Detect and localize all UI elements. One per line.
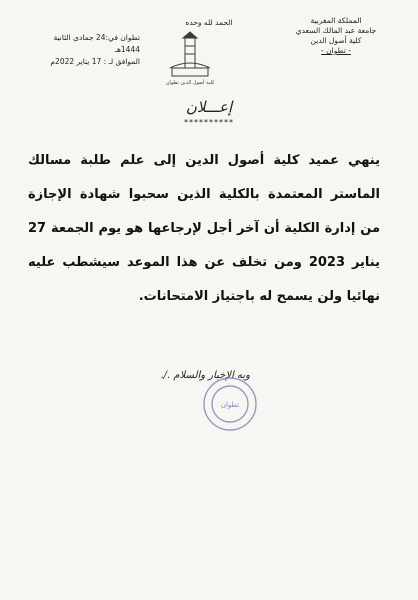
svg-text:كلية أصول الدين تطوان: كلية أصول الدين تطوان (165, 80, 215, 86)
hijri-date: تطوان في:24 جمادى الثانية 1444هـ (53, 33, 140, 54)
announcement-body (28, 144, 380, 314)
city-line: - تطوان - (321, 46, 351, 55)
title-stars: ********** (184, 118, 234, 127)
notice-title: إعـــلان (185, 98, 233, 116)
gregorian-date: الموافق لـ : 17 يناير 2022م (50, 57, 140, 66)
date-block (30, 32, 140, 68)
institution-header (276, 16, 396, 56)
faculty-line: كلية أصول الدين (310, 36, 362, 45)
kingdom-line: المملكة المغربية (310, 16, 362, 25)
university-line: جامعة عبد المالك السعدي (295, 26, 377, 35)
svg-text:تطوان: تطوان (220, 401, 240, 409)
announcement-paragraph: ينهي عميد كلية أصول الدين إلى علم طلبة مسالك الماستر المعتمدة بالكلية الذين سحبوا شهادة الإجازة من إدارة الكلية أن آخر أجل لإرجاعها هو يوم الجمعة 27 يناير 2023 ومن تخلف عن هذا الموعد سيشطب عليه نهائيا ولن يسمح له باجتياز الامتحانات. (28, 153, 380, 304)
closing-line: وبه الإخبار والسلام ./. (160, 370, 250, 381)
faculty-stamp (200, 374, 260, 434)
basmala-line: الحمد لله وحده (185, 18, 233, 27)
faculty-logo (160, 30, 220, 90)
